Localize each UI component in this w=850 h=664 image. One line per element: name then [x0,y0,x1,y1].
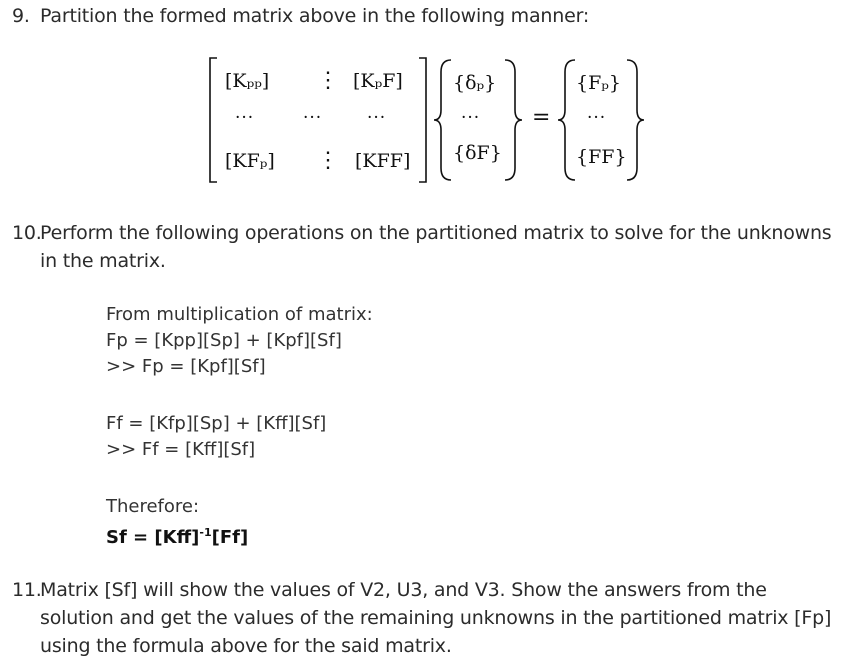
result-prefix: Sf = [Kff] [106,527,200,548]
horizontal-dots: ··· [367,108,387,128]
fp-reduced-equation: >> Fp = [Kpf][Sf] [106,356,266,377]
force-p-vector: {Fₚ} [576,72,621,94]
step-text: Perform the following operations on the partitioned matrix to solve for the unknowns in the matrix. [40,222,832,272]
step-10 [12,219,840,275]
step-11 [12,576,840,660]
fp-derivation [106,302,373,380]
multiplication-heading: From multiplication of matrix: [106,304,373,325]
force-f-vector: {FF} [576,146,627,168]
horizontal-dots: ··· [461,108,481,128]
step-number: 11. [12,579,42,601]
k-fp-block: [KFₚ] [225,150,275,172]
k-pp-block: [Kₚₚ] [225,70,270,92]
step-text: Partition the formed matrix above in the following manner: [40,5,590,27]
ff-reduced-equation: >> Ff = [Kff][Sf] [106,439,256,460]
vertical-dots: ⋮ [317,148,339,173]
step-9 [12,2,840,30]
partitioned-matrix-equation [205,50,645,190]
delta-f-vector: {δF} [453,142,502,164]
ff-derivation [106,411,326,463]
equals-sign: = [532,105,551,130]
ff-full-equation: Ff = [Kfp][Sp] + [Kff][Sf] [106,413,327,434]
result-suffix: [Ff] [211,527,249,548]
inverse-exponent: -1 [199,526,212,539]
step-number: 9. [12,5,30,27]
conclusion [106,494,248,551]
fp-full-equation: Fp = [Kpp][Sp] + [Kpf][Sf] [106,330,342,351]
therefore-label: Therefore: [106,496,200,517]
k-pf-block: [KₚF] [353,70,403,92]
horizontal-dots: ··· [587,108,607,128]
step-text: Matrix [Sf] will show the values of V2, U3, and V3. Show the answers from the solution and get the values of the remaining unknowns in the partitioned matrix [Fp] using the formula above for the said matrix. [40,579,832,657]
horizontal-dots: ··· [235,108,255,128]
horizontal-dots: ··· [303,108,323,128]
delta-p-vector: {δₚ} [453,72,497,94]
sf-result-equation [106,520,248,551]
k-ff-block: [KFF] [355,150,411,172]
step-number: 10. [12,222,42,244]
vertical-dots: ⋮ [317,68,339,93]
